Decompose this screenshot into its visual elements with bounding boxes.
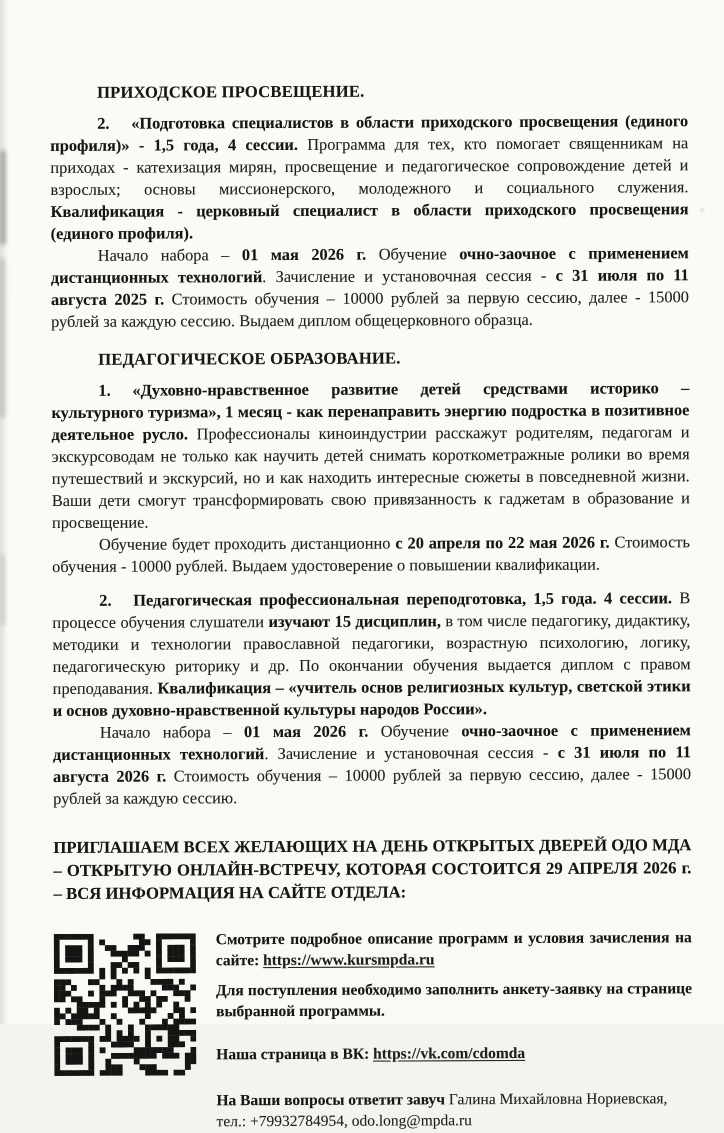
scan-artifact: [1, 555, 5, 625]
text-segment: в том числе педагогику, дидактику, методики и технологии православной педагогики, возрастную психологию, логику, педагогическую риторику и др. По окончании обучения выдается диплом с правом преподавания.: [52, 610, 691, 698]
text-segment: с 31 июля по 11 августа 2026 г.: [52, 742, 691, 786]
vk-page-line: [216, 1042, 692, 1065]
section-heading-pedagogical-education: ПЕДАГОГИЧЕСКОЕ ОБРАЗОВАНИЕ.: [98, 348, 401, 369]
text-segment: Обучение: [378, 244, 460, 264]
text-segment: очно-заочное с применением дистанционных технологий: [50, 243, 689, 287]
text-segment: «Духовно-нравственное развитие детей средствами историко – культурного туризма», 1 месяц - как перенаправить энергию подростка в позитивное деятельное русло.: [51, 378, 690, 444]
text-segment: Квалификация - церковный специалист в области приходского просвещения (единого профиля).: [50, 199, 689, 243]
text-segment: очно-заочное с применением дистанционных технологий: [52, 720, 691, 764]
text-segment: 01 мая 2026 г.: [241, 244, 379, 265]
qr-section: [54, 927, 693, 1133]
text-segment: Обучение будет проходить дистанционно: [98, 533, 396, 554]
text-segment: Начало набора –: [99, 722, 245, 742]
contact-line: [216, 1088, 692, 1132]
text-segment: Программа для тех, кто помогает священникам на приходах - катехизация мирян, просвещение и педагогическое сопровождение детей и взрослых; основы миссионерского, молодежного и социального служения.: [50, 133, 689, 199]
paragraph-retraining-enrollment: [53, 719, 691, 810]
text-segment: ПРИГЛАШАЕМ ВСЕХ ЖЕЛАЮЩИХ НА ДЕНЬ ОТКРЫТЫХ ДВЕРЕЙ ОДО МДА – ОТКРЫТУЮ ОНЛАЙН-ВСТРЕЧУ, КОТОРАЯ СОСТОИТСЯ 29 АПРЕЛЯ 2026 г. – ВСЯ ИНФОРМАЦИЯ НА САЙТЕ ОТДЕЛА:: [53, 835, 692, 903]
application-note-line: [216, 978, 692, 1022]
text-segment: На Ваши вопросы ответит завуч: [216, 1091, 449, 1110]
paragraph-parish-enrollment: [51, 242, 689, 333]
scan-artifact: [0, 150, 6, 245]
paragraph-retraining-course: [52, 587, 691, 722]
paragraph-tourism-course: [51, 377, 690, 534]
paragraph-tourism-schedule: [52, 531, 690, 578]
text-segment: изучают 15 дисциплин,: [268, 611, 446, 632]
scan-artifact: [0, 258, 5, 418]
list-number: 1.: [98, 380, 111, 400]
text-segment: Педагогическая профессиональная переподготовка, 1,5 года. 4 сессии.: [133, 588, 680, 610]
section-heading-parish-education: ПРИХОДСКОЕ ПРОСВЕЩЕНИЕ.: [97, 81, 365, 102]
text-segment: Начало набора –: [97, 245, 242, 265]
text-segment: . Зачисление и установочная сессия -: [262, 265, 556, 287]
text-segment: Стоимость обучения - 10000 рублей. Выдаем удостоверение о повышении квалификации.: [52, 532, 691, 576]
list-number: 2.: [97, 113, 110, 133]
text-segment: Для поступления необходимо заполнить анкету-заявку на странице выбранной программы.: [215, 980, 692, 1021]
list-number: 2.: [99, 590, 112, 610]
text-segment: Обучение: [380, 721, 462, 741]
text-segment: с 31 июля по 11 августа 2025 г.: [50, 265, 689, 309]
text-segment: В процессе обучения слушатели: [52, 588, 691, 632]
qr-side-texts: [216, 927, 693, 1132]
text-segment: Квалификация – «учитель основ религиозных культур, светской этики и основ духовно-нравственной культуры народов России».: [52, 676, 691, 720]
text-segment: Стоимость обучения – 10000 рублей за первую сессию, далее - 15000 рублей за каждую сессию.: [53, 764, 692, 808]
text-segment: «Подготовка специалистов в области приходского просвещения (единого профиля)» - 1,5 года, 4 сессии.: [50, 111, 689, 155]
qr-code: [54, 933, 197, 1076]
text-segment: Смотрите подробное описание программ и условия зачисления на сайте:: [215, 929, 692, 970]
text-segment: Профессионалы киноиндустрии расскажут родителям, педагогам и экскурсоводам не только как научить детей снимать короткометражные ролики во время путешествий и экскурсий, но и как находить интересные сюжеты в повседневной жизни. Ваши дети смогут трансформировать свою привязанность к гаджетам в образование и просвещение.: [51, 422, 690, 532]
document-content: [50, 79, 693, 1133]
url-link[interactable]: https://www.kursmpda.ru: [263, 951, 435, 970]
site-description-line: [216, 927, 692, 971]
text-segment: Стоимость обучения – 10000 рублей за первую сессию, далее - 15000 рублей за каждую сессию. Выдаем диплом общецерковного образца.: [51, 287, 689, 331]
text-segment: 01 мая 2026 г.: [243, 721, 381, 742]
open-day-invitation: [53, 833, 691, 905]
paragraph-parish-program: [50, 110, 689, 245]
text-segment: . Зачисление и установочная сессия -: [264, 742, 558, 764]
url-link[interactable]: https://vk.com/cdomda: [373, 1044, 526, 1063]
text-segment: Наша страница в ВК:: [216, 1045, 374, 1064]
text-segment: с 20 апреля по 22 мая 2026 г.: [395, 532, 615, 553]
text-segment: Галина Михайловна Нориевская, тел.: +79932784954, odo.long@mpda.ru: [216, 1090, 668, 1131]
